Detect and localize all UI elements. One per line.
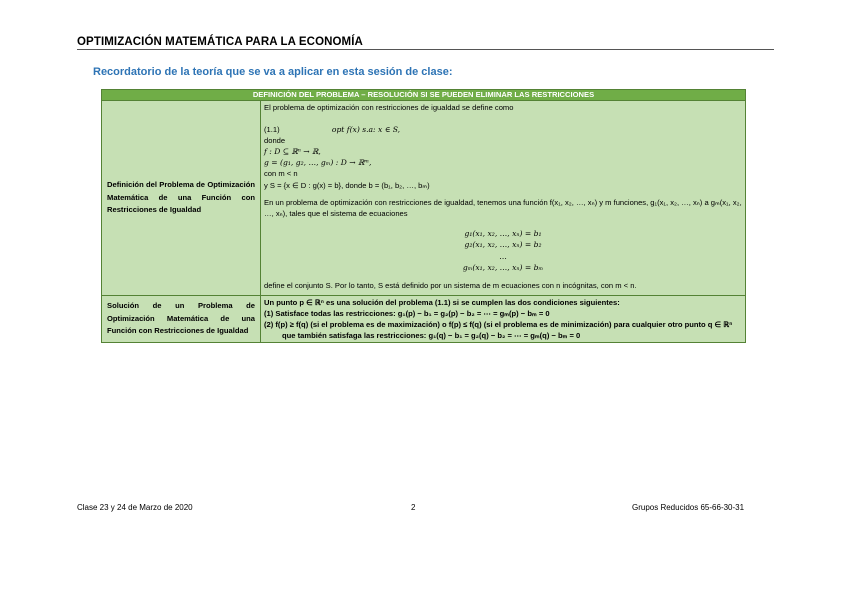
document-header-title: OPTIMIZACIÓN MATEMÁTICA PARA LA ECONOMÍA <box>77 36 363 48</box>
definition-label: Definición del Problema de Optimización Matemática de una Función con Restricciones de Igualdad <box>107 180 255 215</box>
solution-condition-1: (1) Satisface todas las restricciones: g₁(p) − b₁ = g₂(p) − b₂ = ⋯ = gₘ(p) − bₘ = 0 <box>264 309 550 319</box>
table-heading: DEFINICIÓN DEL PROBLEMA – RESOLUCIÓN SI SE PUEDEN ELIMINAR LAS RESTRICCIONES <box>102 90 746 101</box>
system-eq-m: gₘ(x₁, x₂, …, xₙ) = bₘ <box>462 263 544 273</box>
system-eq-1: g₁(x₁, x₂, …, xₙ) = b₁ <box>464 228 542 238</box>
equation-number: (1.1) <box>264 125 280 135</box>
donde-text: donde <box>264 136 286 146</box>
equation-system <box>264 228 742 274</box>
constraint-count: con m < n <box>264 169 298 179</box>
solution-label-cell <box>102 295 261 342</box>
footer-groups: Grupos Reducidos 65-66-30-31 <box>632 503 745 512</box>
equation-line <box>264 124 742 135</box>
theory-table <box>101 89 746 343</box>
set-definition: y S = {x ∈ D : g(x) = b}, donde b = (b₁, b₂, …, bₘ) <box>264 180 430 190</box>
system-eq-dots: … <box>499 251 507 261</box>
solution-condition-2: (2) f(p) ≥ f(q) (si el problema es de maximización) o f(p) ≤ f(q) (si el problema es de minimización) para cualquier otro punto q ∈ ℝⁿ que también satisfaga las restricciones: g₁(q) − b₁ = g₂(q) − b₂ = ⋯ = gₘ(q) − bₘ = 0 <box>264 320 733 341</box>
table-header-row <box>102 90 746 101</box>
equation-opt: opt f(x) s.a: x ∈ S, <box>331 125 401 135</box>
section-subtitle: Recordatorio de la teoría que se va a aplicar en esta sesión de clase: <box>93 66 453 78</box>
header-divider <box>77 49 774 50</box>
definition-conclusion: define el conjunto S. Por lo tanto, S está definido por un sistema de m ecuaciones con n incógnitas, con m < n. <box>264 280 637 290</box>
definition-paragraph: En un problema de optimización con restricciones de igualdad, tenemos una función f(x₁, x₂, …, xₙ) y m funciones, g₁(x₁, x₂, …, xₙ) a gₘ(x₁, x₂, …, xₙ), tales que el sistema de ecuaciones <box>264 197 742 218</box>
solution-label: Solución de un Problema de Optimización Matemática de una Función con Restricciones de Igualdad <box>107 301 255 336</box>
solution-intro: Un punto p ∈ ℝⁿ es una solución del problema (1.1) si se cumplen las dos condiciones siguientes: <box>264 297 620 307</box>
g-definition: g = (g₁, g₂, …, gₘ) : D → ℝᵐ, <box>264 158 372 168</box>
definition-label-cell <box>102 101 261 296</box>
f-definition: f : D ⊆ ℝⁿ → ℝ, <box>264 147 321 157</box>
definition-intro: El problema de optimización con restricciones de igualdad se define como <box>264 103 514 112</box>
footer-date: Clase 23 y 24 de Marzo de 2020 <box>77 503 193 512</box>
solution-content-cell <box>261 295 746 342</box>
table-row <box>102 295 746 342</box>
definition-content-cell <box>261 101 746 296</box>
footer-page-number: 2 <box>411 503 416 512</box>
table-row <box>102 101 746 296</box>
system-eq-2: g₂(x₁, x₂, …, xₙ) = b₂ <box>464 240 542 250</box>
